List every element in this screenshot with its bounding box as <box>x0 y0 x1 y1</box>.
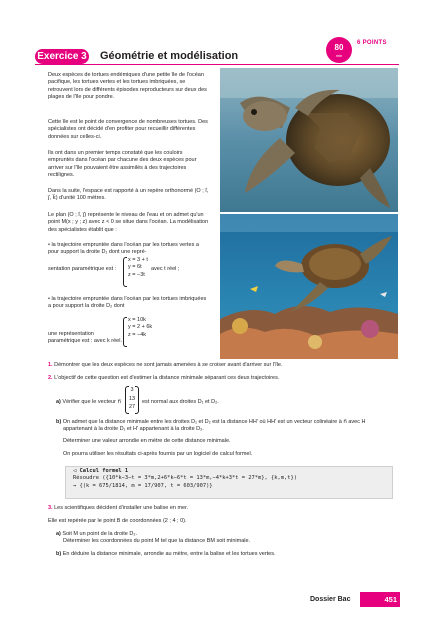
question-3-text: Les scientifiques décident d'installer une balise en mer. <box>54 505 189 511</box>
question-2b-line-4: On pourra utiliser les résultats ci-après fournis par un logiciel de calcul formel. <box>63 451 253 457</box>
question-3b <box>56 551 400 558</box>
intro-paragraph-1: Deux espèces de tortues endémiques d'une petite île de l'océan pacifique, les tortues vertes et les tortues imbriquées, se retrouvent lors de différents épisodes reproducteurs sur deux des plages de l'île pour pondre. <box>48 72 207 101</box>
vector-components <box>125 386 139 412</box>
turtle-reef-illustration <box>220 214 398 359</box>
question-2-number: 2. <box>48 375 53 381</box>
system-2 <box>128 317 152 339</box>
normal-vector <box>125 386 139 412</box>
question-3a-line-1: Soit M un point de la droite D₂. <box>62 531 138 537</box>
bullet-green-turtles: • la trajectoire empruntée dans l'océan par les tortues vertes a pour support la droite D₁ dont une repré- <box>48 242 199 256</box>
timer-badge <box>326 37 352 63</box>
system-2-line: x = 10k <box>128 317 146 323</box>
system-brace-2 <box>123 317 127 347</box>
photo-sea-turtle-reef <box>220 214 398 359</box>
intro-paragraph-5: Le plan (O ; i⃗, j⃗) représente le niveau de l'eau et on admet qu'un point M(x ; y ; z) avec z < 0 se situe dans l'océan. La modélisation des spécialistes établit que : <box>48 212 209 233</box>
bullet-hawksbill-turtles-end <box>48 331 126 346</box>
cas-command: Résoudre ({10*k−3−t = 3*m,2+6*k−6*t = 13*m,−4*k+3*t = 27*m}, {k,m,t}) <box>73 475 297 482</box>
question-2a-pre: Vérifier que le vecteur n⃗ <box>62 399 121 405</box>
system-1 <box>128 257 148 279</box>
question-2b-line-1: On admet que la distance minimale entre les droites D₁ et D₂ est la distance HH' où HH' est un vecteur colinéaire à n⃗ avec H <box>62 419 366 425</box>
intro-paragraph-4: Dans la suite, l'espace est rapporté à un repère orthonormé (O ; i⃗, j⃗, k⃗) d'unité 100 mètres. <box>48 188 209 202</box>
vector-component: 27 <box>128 404 136 411</box>
exercise-title: Géométrie et modélisation <box>100 50 239 62</box>
timer-minutes: 80 <box>334 43 344 52</box>
bullet-hawksbill-text: une représentation paramétrique est : <box>48 331 94 345</box>
question-2a <box>56 399 121 406</box>
timer-unit: min <box>335 53 343 58</box>
intro-paragraph-2: Cette île est le point de convergence de nombreuses tortues. Des spécialistes ont décidé d'en profiter pour recueillir différentes données sur celles-ci. <box>48 119 208 140</box>
question-3 <box>48 505 400 512</box>
question-1-number: 1. <box>48 362 53 368</box>
points-label: 6 POINTS <box>357 40 387 46</box>
question-2b-line-2: appartenant à la droite D₁ et H' appartenant à la droite D₂. <box>63 426 204 432</box>
question-1-text: Démontrer que les deux espèces ne sont jamais amenées à se croiser avant d'arriver sur l'île. <box>54 362 283 368</box>
vector-component: 3 <box>130 387 134 393</box>
page-number <box>360 592 400 607</box>
cas-result: → {(k = 675/1814, m = 17/907, t = 603/907)} <box>73 482 213 489</box>
system-1-line: z = −3t <box>128 271 145 278</box>
question-2a-post: est normal aux droites D₁ et D₂. <box>142 399 219 405</box>
system-brace-1 <box>123 257 127 287</box>
question-3b-label: b) <box>56 551 62 557</box>
page-number-text: 451 <box>384 595 397 604</box>
intro-paragraph-3: Ils ont dans un premier temps constaté que les couloirs empruntés dans l'océan par chacune des deux espèces pour arriver sur l'île pouvaient être assimilés à des trajectoires rectilignes. <box>48 150 197 179</box>
question-3a-label: a) <box>56 531 61 537</box>
system-1-tail: avec t réel ; <box>151 266 180 272</box>
exercise-label: Exercice 3 <box>35 49 89 64</box>
system-2-line: z = −4k <box>128 331 147 338</box>
question-3b-text: En déduire la distance minimale, arrondie au mètre, entre la balise et les tortues vertes. <box>62 551 276 557</box>
vector-component: 13 <box>128 395 136 402</box>
cas-output-box <box>65 466 393 499</box>
cas-title: ◁ Calcul formel 1 <box>73 468 129 474</box>
turtle-closeup-illustration <box>220 68 398 212</box>
question-2b-line-3: Déterminer une valeur arrondie en mètre de cette distance minimale. <box>63 438 231 444</box>
system-1-line: y = 6t <box>128 264 142 271</box>
question-2b-label: b) <box>56 419 62 425</box>
question-2-text: L'objectif de cette question est d'estimer la distance minimale séparant ces deux trajectoires. <box>54 375 280 381</box>
question-3-line-2: Elle est repérée par le point B de coordonnées (2 ; 4 ; 0). <box>48 518 187 524</box>
question-3a-line-2: Déterminer les coordonnées du point M tel que la distance BM soit minimale. <box>63 538 251 544</box>
system-1-line: x = 3 + t <box>128 257 148 263</box>
bullet-hawksbill-tail: avec k réel. <box>93 338 122 345</box>
question-1 <box>48 362 400 369</box>
question-2 <box>48 375 400 382</box>
header-rule <box>35 64 399 65</box>
bullet-green-turtles-end: sentation paramétrique est : <box>48 266 117 272</box>
question-3-number: 3. <box>48 505 53 511</box>
system-2-line: y = 2 + 6k <box>128 324 153 331</box>
photo-sea-turtle-closeup <box>220 68 398 212</box>
question-2a-label: a) <box>56 399 61 405</box>
bullet-hawksbill-turtles: • la trajectoire empruntée dans l'océan par les tortues imbriquées a pour support la droite D₂ dont <box>48 296 207 310</box>
footer-section-label: Dossier Bac <box>310 596 351 603</box>
